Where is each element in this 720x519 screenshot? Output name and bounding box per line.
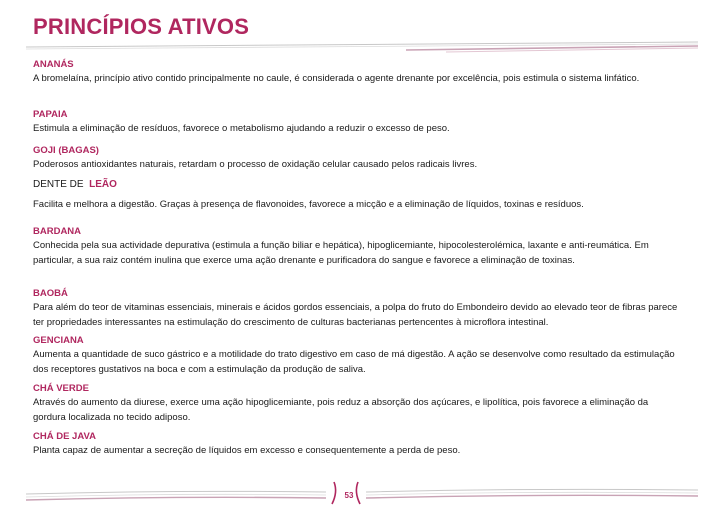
section-cha-verde bbox=[33, 383, 683, 425]
section-heading: CHÁ DE JAVA bbox=[33, 431, 96, 442]
section-text: Aumenta a quantidade de suco gástrico e a motilidade do trato digestivo em caso de má digestão. A ação se desenvolve como resultado da estimulação dos receptores gustativos na boca e com a estimulação da produção de saliva. bbox=[33, 349, 675, 375]
section-heading: CHÁ VERDE bbox=[33, 383, 89, 394]
section-heading: BAOBÁ bbox=[33, 288, 68, 299]
title-underline-swoosh bbox=[26, 38, 698, 56]
section-text: Facilita e melhora a digestão. Graças à presença de flavonoides, favorece a micção e a eliminação de líquidos, toxinas e resíduos. bbox=[33, 199, 584, 210]
section-text: Conhecida pela sua actividade depurativa (estimula a função biliar e hepática), hipoglicemiante, hipocolesterolémica, laxante e anti-reumática. Em particular, a sua raiz contém inulina que exerce uma ação drenante e purificadora do sangue e favorece a eliminação de toxinas. bbox=[33, 240, 649, 266]
section-bardana bbox=[33, 226, 683, 268]
section-text: Para além do teor de vitaminas essenciais, minerais e ácidos gordos essenciais, a polpa do fruto do Embondeiro devido ao elevado teor de fibras parece ter propriedades interessantes na estimulação do crescimento de culturas bacterianas pertencentes à microflora intestinal. bbox=[33, 302, 678, 328]
section-heading: GOJI (BAGAS) bbox=[33, 145, 99, 156]
section-heading: PAPAIA bbox=[33, 109, 68, 120]
footer-swoosh bbox=[26, 478, 698, 508]
section-heading bbox=[33, 179, 683, 191]
section-cha-de-java bbox=[33, 431, 683, 458]
section-heading-prefix: DENTE DE bbox=[33, 179, 84, 190]
section-heading: ANANÁS bbox=[33, 59, 74, 70]
section-dente-de-leao bbox=[33, 179, 683, 212]
page-title: PRINCÍPIOS ATIVOS bbox=[33, 14, 250, 39]
section-text: Estimula a eliminação de resíduos, favorece o metabolismo ajudando a reduzir o excesso de peso. bbox=[33, 123, 450, 134]
section-text: Através do aumento da diurese, exerce uma ação hipoglicemiante, pois reduz a absorção dos açúcares, e lipolítica, pois favorece a eliminação da gordura localizada no tecido adiposo. bbox=[33, 397, 649, 423]
section-baoba bbox=[33, 288, 683, 330]
section-ananas bbox=[33, 59, 683, 86]
page-number: 53 bbox=[344, 491, 354, 500]
section-papaia bbox=[33, 109, 683, 136]
section-text: A bromelaína, princípio ativo contido principalmente no caule, é considerada o agente drenante por excelência, pois estimula o sistema linfático. bbox=[33, 73, 640, 84]
section-goji bbox=[33, 145, 683, 172]
section-heading: BARDANA bbox=[33, 226, 82, 237]
section-genciana bbox=[33, 335, 683, 377]
section-text: Planta capaz de aumentar a secreção de líquidos em excesso e consequentemente a perda de peso. bbox=[33, 445, 461, 456]
section-heading-main: LEÃO bbox=[89, 179, 117, 190]
section-text: Poderosos antioxidantes naturais, retardam o processo de oxidação celular causado pelos radicais livres. bbox=[33, 159, 478, 170]
section-heading: GENCIANA bbox=[33, 335, 84, 346]
